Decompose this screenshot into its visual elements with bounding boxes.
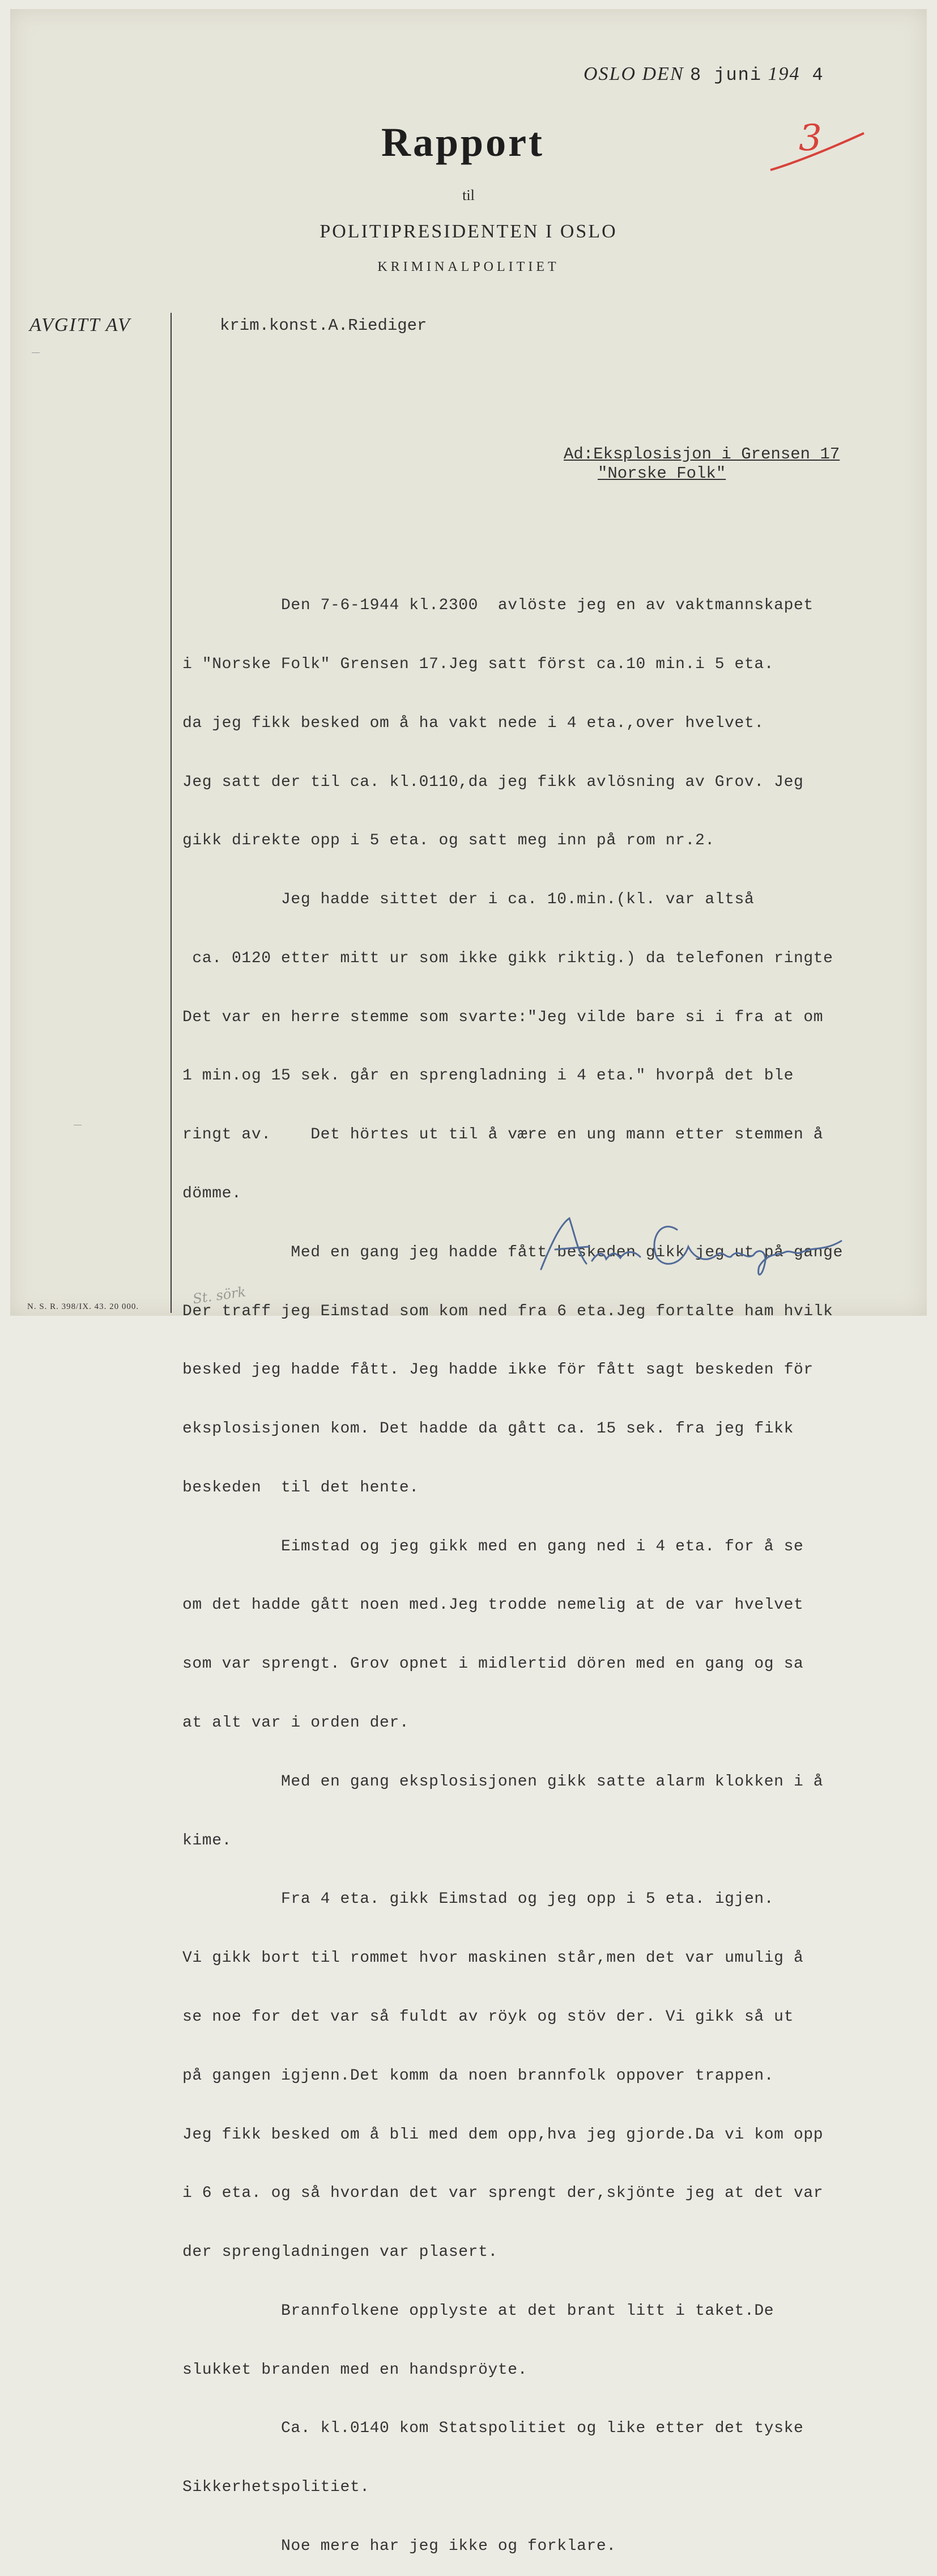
avgitt-label: AVGITT AV	[29, 314, 131, 335]
body-line: Brannfolkene opplyste at det brant litt i taket.De	[182, 2302, 774, 2320]
signature	[535, 1207, 864, 1281]
body-line: Noe mere har jeg ikke og forklare.	[182, 2537, 616, 2555]
body-line: ca. 0120 etter mitt ur som ikke gikk riktig.) da telefonen ringte	[182, 949, 833, 967]
body-line: Ca. kl.0140 kom Statspolitiet og like etter det tyske	[182, 2420, 804, 2438]
body-line: Vi gikk bort til rommet hvor maskinen står,men det var umulig å	[182, 1949, 804, 1967]
department-name: KRIMINALPOLITIET	[377, 260, 560, 274]
body-line: Jeg fikk besked om å bli med dem opp,hva jeg gjorde.Da vi kom opp	[182, 2126, 824, 2144]
body-line: at alt var i orden der.	[182, 1714, 410, 1732]
place-label: OSLO DEN	[584, 63, 684, 84]
pencil-note: St. sörk	[191, 1283, 247, 1307]
body-line: gikk direkte opp i 5 eta. og satt meg inn på rom nr.2.	[182, 832, 715, 850]
body-line: som var sprengt. Grov opnet i midlertid dören med en gang og sa	[182, 1655, 804, 1673]
report-body	[182, 557, 919, 2576]
body-line: i "Norske Folk" Grensen 17.Jeg satt först ca.10 min.i 5 eta.	[182, 655, 774, 673]
date-month: juni	[714, 65, 763, 86]
organization-name: POLITIPRESIDENTEN I OSLO	[320, 221, 617, 242]
subject-block	[564, 445, 840, 483]
body-line: eksplosisjonen kom. Det hadde da gått ca. 15 sek. fra jeg fikk	[182, 1420, 794, 1438]
body-line: da jeg fikk besked om å ha vakt nede i 4 eta.,over hvelvet.	[182, 714, 764, 732]
body-line: der sprengladningen var plasert.	[182, 2243, 498, 2262]
signature-stroke	[541, 1218, 841, 1274]
date-year-prefix: 194	[768, 63, 800, 84]
body-line: slukket branden med en handspröyte.	[182, 2361, 528, 2379]
body-line: beskeden til det hente.	[182, 1478, 419, 1497]
body-line: Eimstad og jeg gikk med en gang ned i 4 eta. for å se	[182, 1537, 804, 1555]
body-line: Det var en herre stemme som svarte:"Jeg vilde bare si i fra at om	[182, 1008, 824, 1026]
body-line: på gangen igjenn.Det komm da noen brannfolk oppover trappen.	[182, 2067, 774, 2085]
body-line: Jeg satt der til ca. kl.0110,da jeg fikk avlösning av Grov. Jeg	[182, 773, 804, 791]
body-line: dömme.	[182, 1185, 242, 1202]
form-code: N. S. R. 398/IX. 43. 20 000.	[27, 1302, 139, 1311]
red-annotation-text: 3	[799, 117, 822, 159]
margin-tick	[32, 352, 40, 353]
body-line: Den 7-6-1944 kl.2300 avlöste jeg en av vaktmannskapet	[182, 597, 814, 615]
body-line: se noe for det var så fuldt av röyk og stöv der. Vi gikk så ut	[182, 2008, 794, 2026]
body-line: 1 min.og 15 sek. går en sprengladning i 4 eta." hvorpå det ble	[182, 1067, 794, 1085]
body-line: i 6 eta. og så hvordan det var sprengt der,skjönte jeg at det var	[182, 2184, 824, 2203]
date-day: 8	[690, 65, 702, 86]
avgitt-value: krim.konst.A.Riediger	[220, 316, 427, 335]
body-line: ringt av. Det hörtes ut til å være en ung mann etter stemmen å	[182, 1126, 824, 1144]
page-title: Rapport	[381, 120, 544, 165]
subject-line-2: "Norske Folk"	[598, 464, 726, 483]
date-year-suffix: 4	[812, 65, 824, 86]
body-line: besked jeg hadde fått. Jeg hadde ikke för fått sagt beskeden för	[182, 1361, 814, 1379]
body-line: Jeg hadde sittet der i ca. 10.min.(kl. var altså	[182, 891, 755, 909]
til-label: til	[462, 187, 475, 203]
margin-divider	[171, 313, 172, 1313]
body-line: Der traff jeg Eimstad som kom ned fra 6 eta.Jeg fortalte ham hvilk	[182, 1302, 833, 1320]
body-line: Med en gang eksplosisjonen gikk satte alarm klokken i å	[182, 1772, 824, 1791]
body-line: Fra 4 eta. gikk Eimstad og jeg opp i 5 eta. igjen.	[182, 1890, 774, 1908]
body-line: Med en gang jeg hadde fått beskeden gikk jeg ut på gange	[182, 1243, 843, 1261]
date-line	[584, 63, 901, 86]
body-line: kime.	[182, 1831, 232, 1850]
subject-line-1: Ad:Eksplosisjon i Grensen 17	[564, 445, 840, 464]
body-line: om det hadde gått noen med.Jeg trodde nemelig at de var hvelvet	[182, 1596, 804, 1614]
body-line: Sikkerhetspolitiet.	[182, 2479, 370, 2497]
